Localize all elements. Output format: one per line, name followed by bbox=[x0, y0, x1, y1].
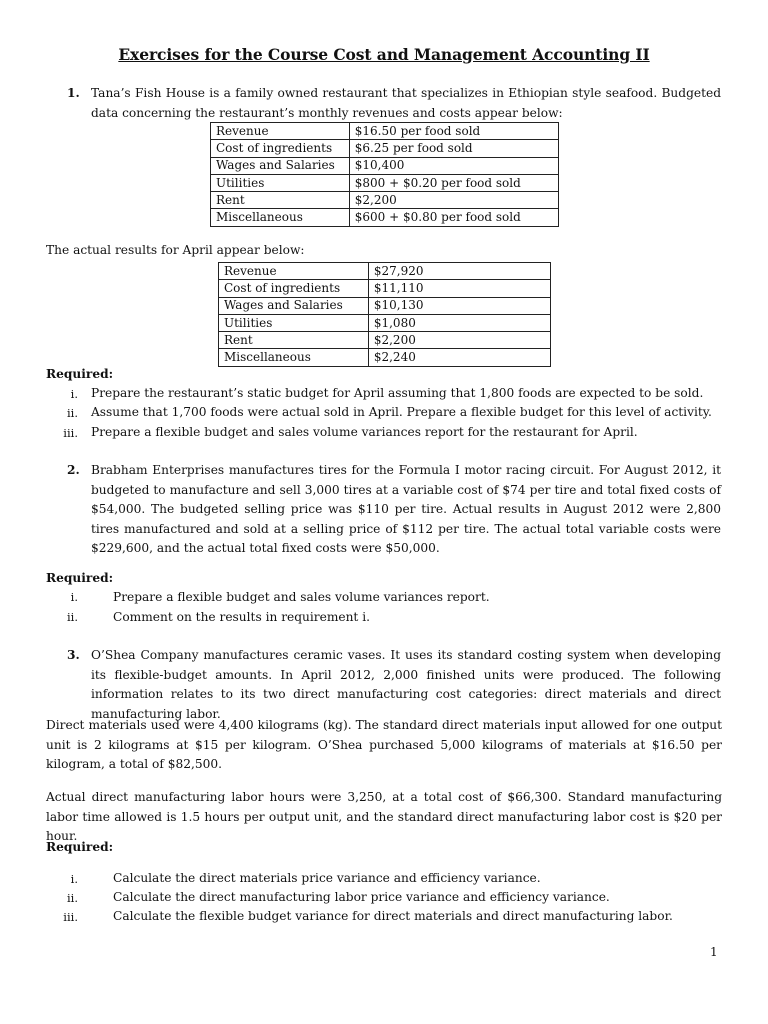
table-row: Cost of ingredients $11,110 bbox=[219, 280, 551, 297]
table-row: Wages and Salaries $10,130 bbox=[219, 297, 551, 314]
requirement-numeral: ii. bbox=[66, 891, 78, 905]
requirement-numeral: i. bbox=[70, 872, 78, 886]
requirement-text: Assume that 1,700 foods were actual sold in April. Prepare a flexible budget for this level of activity. bbox=[91, 405, 712, 419]
direct-labor-paragraph: Actual direct manufacturing labor hours were 3,250, at a total cost of $66,300. Standard manufacturing labor time allowed is 1.5 hours per output unit, and the standard direct manufacturing labor cost is $20 per hour. bbox=[46, 790, 722, 843]
requirement-text: Comment on the results in requirement i. bbox=[113, 610, 370, 624]
table-row: Utilities $800 + $0.20 per food sold bbox=[211, 174, 559, 191]
requirement-numeral: iii. bbox=[63, 910, 78, 924]
table-row: Cost of ingredients $6.25 per food sold bbox=[211, 140, 559, 157]
question-3-text: O’Shea Company manufactures ceramic vases. It uses its standard costing system when developing its flexible-budget amounts. In April 2012, 2,000 finished units were produced. The following information relates to its two direct manufacturing cost categories: direct materials and direct manufacturing labor. bbox=[91, 648, 721, 721]
requirement-text: Prepare a flexible budget and sales volume variances report for the restaurant for April. bbox=[91, 425, 638, 439]
question-1-number: 1. bbox=[67, 86, 80, 100]
requirement-numeral: i. bbox=[70, 590, 78, 604]
table-row: Miscellaneous $600 + $0.80 per food sold bbox=[211, 209, 559, 226]
question-2-number: 2. bbox=[67, 463, 80, 477]
requirement-numeral: iii. bbox=[63, 426, 78, 440]
question-3-required-label: Required: bbox=[46, 840, 114, 854]
requirement-text: Calculate the direct materials price variance and efficiency variance. bbox=[113, 871, 541, 885]
actual-results-intro: The actual results for April appear below: bbox=[46, 243, 305, 257]
question-2-text: Brabham Enterprises manufactures tires for the Formula I motor racing circuit. For August 2012, it budgeted to manufacture and sell 3,000 tires at a variable cost of $74 per tire and total fixed costs of $54,000. The budgeted selling price was $110 per tire. Actual results in August 2012 were 2,800 tires manufactured and sold at a selling price of $112 per tire. The actual total variable costs were $229,600, and the actual total fixed costs were $50,000. bbox=[91, 463, 721, 555]
table-row: Rent $2,200 bbox=[219, 332, 551, 349]
page-title: Exercises for the Course Cost and Management Accounting II bbox=[118, 45, 650, 64]
table-row: Revenue $16.50 per food sold bbox=[211, 123, 559, 140]
requirement-text: Calculate the direct manufacturing labor price variance and efficiency variance. bbox=[113, 890, 610, 904]
question-2-required-label: Required: bbox=[46, 571, 114, 585]
table-row: Revenue $27,920 bbox=[219, 263, 551, 280]
requirement-numeral: ii. bbox=[66, 610, 78, 624]
table-row: Rent $2,200 bbox=[211, 192, 559, 209]
budgeted-data-table bbox=[210, 122, 559, 227]
question-1-intro: Tana’s Fish House is a family owned restaurant that specializes in Ethiopian style seafood. Budgeted data concerning the restaurant’s monthly revenues and costs appear below: bbox=[91, 86, 721, 120]
actual-results-table bbox=[218, 262, 551, 367]
table-row: Wages and Salaries $10,400 bbox=[211, 157, 559, 174]
requirement-text: Prepare the restaurant’s static budget for April assuming that 1,800 foods are expected to be sold. bbox=[91, 386, 704, 400]
table-row: Miscellaneous $2,240 bbox=[219, 349, 551, 366]
question-1-required-label: Required: bbox=[46, 367, 114, 381]
requirement-text: Calculate the flexible budget variance for direct materials and direct manufacturing labor. bbox=[113, 909, 673, 923]
page-number: 1 bbox=[710, 945, 718, 959]
requirement-numeral: ii. bbox=[66, 406, 78, 420]
direct-materials-paragraph: Direct materials used were 4,400 kilograms (kg). The standard direct materials input allowed for one output unit is 2 kilograms at $15 per kilogram. O’Shea purchased 5,000 kilograms of materials at $16.50 per kilogram, a total of $82,500. bbox=[46, 718, 722, 771]
question-3-number: 3. bbox=[67, 648, 80, 662]
table-row: Utilities $1,080 bbox=[219, 314, 551, 331]
requirement-numeral: i. bbox=[70, 387, 78, 401]
requirement-text: Prepare a flexible budget and sales volume variances report. bbox=[113, 590, 490, 604]
